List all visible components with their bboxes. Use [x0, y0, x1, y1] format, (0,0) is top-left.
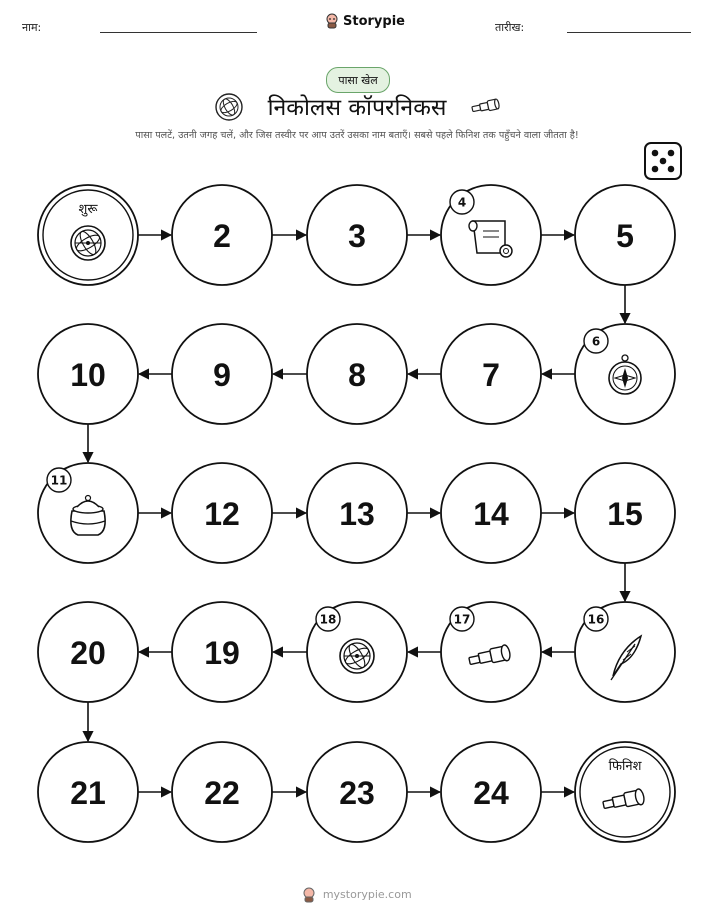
game-type-tag: पासा खेल — [326, 67, 390, 93]
page-title: निकोलस कॉपरनिकस — [267, 95, 447, 121]
cell-5 — [575, 185, 675, 285]
cell-start-label: शुरू — [78, 202, 98, 217]
date-label: तारीख: — [495, 21, 525, 34]
cell-number: 19 — [204, 635, 240, 671]
cell-number: 22 — [204, 775, 240, 811]
cell-number: 4 — [457, 195, 467, 210]
cell-circle — [575, 742, 675, 842]
cell-number: 24 — [473, 775, 509, 811]
cell-number: 21 — [70, 775, 106, 811]
cell-number: 5 — [616, 218, 634, 254]
cell-number-badge — [584, 329, 608, 353]
cell-number-badge — [584, 607, 608, 631]
cell-number-badge — [450, 607, 474, 631]
cell-16 — [575, 602, 675, 702]
cell-start — [38, 185, 138, 285]
cell-number: 9 — [213, 357, 231, 393]
cell-number: 16 — [587, 612, 605, 627]
cell-number: 20 — [70, 635, 106, 671]
cell-7 — [441, 324, 541, 424]
cell-number: 2 — [213, 218, 231, 254]
cell-number: 17 — [453, 612, 471, 627]
cell-number: 8 — [348, 357, 366, 393]
cell-6 — [575, 324, 675, 424]
cell-number: 23 — [339, 775, 375, 811]
cell-13 — [307, 463, 407, 563]
cell-9 — [172, 324, 272, 424]
cell-3 — [307, 185, 407, 285]
footer — [0, 887, 714, 903]
cell-number: 18 — [319, 612, 337, 627]
storypie-mascot-icon — [302, 887, 316, 903]
name-label: नाम: — [22, 21, 42, 34]
cell-number-badge — [316, 607, 340, 631]
cell-15 — [575, 463, 675, 563]
cell-number: 13 — [339, 496, 375, 532]
cell-24 — [441, 742, 541, 842]
armillary-sphere-icon — [340, 639, 374, 673]
cell-14 — [441, 463, 541, 563]
cell-19 — [172, 602, 272, 702]
cell-22 — [172, 742, 272, 842]
cell-12 — [172, 463, 272, 563]
cell-number: 14 — [473, 496, 509, 532]
cell-10 — [38, 324, 138, 424]
cell-number: 7 — [482, 357, 500, 393]
cell-17 — [441, 602, 541, 702]
cell-number: 6 — [591, 334, 601, 349]
cell-11 — [38, 463, 138, 563]
footer-url: mystorypie.com — [322, 888, 412, 901]
cell-number: 12 — [204, 496, 240, 532]
cell-23 — [307, 742, 407, 842]
cell-number: 15 — [607, 496, 643, 532]
cell-18 — [307, 602, 407, 702]
cell-number-badge — [450, 190, 474, 214]
brand-name: Storypie — [343, 13, 405, 29]
cell-20 — [38, 602, 138, 702]
cell-number: 3 — [348, 218, 366, 254]
cell-21 — [38, 742, 138, 842]
cell-number-badge — [47, 468, 71, 492]
cell-finish — [575, 742, 675, 842]
cell-8 — [307, 324, 407, 424]
cell-2 — [172, 185, 272, 285]
armillary-sphere-icon — [71, 226, 105, 260]
cell-4 — [441, 185, 541, 285]
instructions: पासा पलटें, उतनी जगह चलें, और जिस तस्वीर पर आप उतरें उसका नाम बताएँ। सबसे पहले फिनिश तक पहुँचने वाला जीतता है! — [135, 130, 579, 141]
cell-number: 10 — [70, 357, 106, 393]
cell-number: 11 — [50, 473, 68, 488]
cell-finish-label: फिनिश — [608, 759, 642, 774]
